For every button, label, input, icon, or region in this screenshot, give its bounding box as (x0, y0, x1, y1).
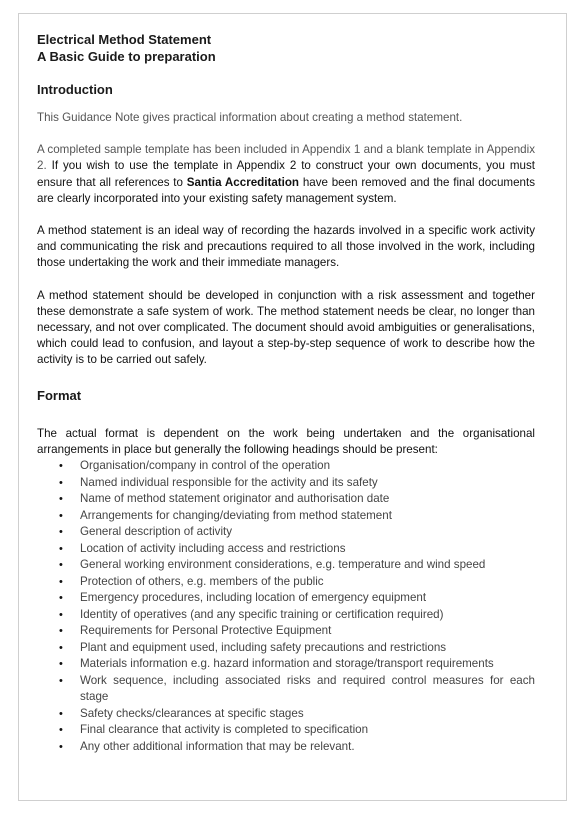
bullet-icon: • (59, 724, 63, 737)
list-item (55, 722, 535, 739)
document-page (18, 13, 567, 801)
intro-paragraph-1: This Guidance Note gives practical information about creating a method statement. (37, 111, 463, 124)
list-item-text: Final clearance that activity is completed to specification (80, 723, 369, 737)
list-item-text: General working environment considerations, e.g. temperature and wind speed (80, 558, 486, 572)
bullet-icon: • (59, 674, 63, 687)
list-item (55, 557, 535, 574)
document-content (37, 31, 535, 755)
list-item-text: Any other additional information that may be relevant. (80, 739, 355, 753)
intro-paragraph-2-part-a: A completed sample template has been included in Appendix 1 and a blank template in Appendix 2. (37, 143, 535, 173)
santia-accreditation-text: Santia Accreditation (186, 175, 300, 189)
format-paragraph-1: The actual format is dependent on the work being undertaken and the organisational arrangements in place but generally the following headings should be present: (37, 426, 535, 456)
format-heading: Format (37, 387, 82, 403)
list-item-text: Materials information e.g. hazard information and storage/transport requirements (80, 657, 494, 671)
bullet-icon: • (59, 575, 63, 588)
bullet-icon: • (59, 509, 63, 522)
list-item (55, 673, 535, 706)
list-item-text: Requirements for Personal Protective Equipment (80, 624, 332, 638)
format-headings-list (37, 458, 535, 755)
intro-paragraph-2 (37, 142, 535, 207)
list-item-text: Named individual responsible for the activity and its safety (80, 475, 378, 489)
list-item (55, 491, 535, 508)
list-item-text: Arrangements for changing/deviating from method statement (80, 508, 392, 522)
list-item (55, 607, 535, 624)
list-item (55, 458, 535, 475)
bullet-icon: • (59, 559, 63, 572)
list-item (55, 656, 535, 673)
bullet-icon: • (59, 707, 63, 720)
document-title: Electrical Method Statement (37, 32, 212, 47)
list-item (55, 541, 535, 558)
list-item (55, 706, 535, 723)
list-item-text: Emergency procedures, including location of emergency equipment (80, 591, 427, 605)
bullet-icon: • (59, 476, 63, 489)
list-item-text: Organisation/company in control of the operation (80, 459, 331, 473)
list-item (55, 475, 535, 492)
list-item (55, 574, 535, 591)
document-subtitle: A Basic Guide to preparation (37, 49, 216, 64)
list-item-text: Safety checks/clearances at specific stages (80, 706, 304, 720)
list-item-text: Plant and equipment used, including safety precautions and restrictions (80, 640, 447, 654)
list-item-text: Identity of operatives (and any specific training or certification required) (80, 607, 444, 621)
list-item-text: Work sequence, including associated risks and required control measures for each stage (80, 673, 535, 704)
intro-paragraph-4: A method statement should be developed in conjunction with a risk assessment and together these demonstrate a safe system of work. The method statement needs be clear, no longer than necessary, and not over complicated. The document should avoid ambiguities or generalisations, which could lead to confusion, and layout a step-by-step sequence of work to describe how the activity is to be carried out safely. (37, 288, 535, 367)
bullet-icon: • (59, 493, 63, 506)
bullet-icon: • (59, 625, 63, 638)
intro-paragraph-2-part-b: If you wish to use the template in Appendix 2 to construct your own documents, you must ensure that all references to (37, 159, 535, 189)
intro-paragraph-3: A method statement is an ideal way of recording the hazards involved in a specific work activity and communicating the risk and precautions required to all those involved in the work, including those undertaking the work and their immediate managers. (37, 224, 535, 270)
bullet-icon: • (59, 608, 63, 621)
bullet-icon: • (59, 526, 63, 539)
list-item (55, 739, 535, 756)
bullet-icon: • (59, 592, 63, 605)
intro-paragraph-2-part-c: have been removed and the final documents are clearly incorporated into your existing safety management system. (37, 175, 536, 205)
bullet-icon: • (59, 641, 63, 654)
list-item (55, 508, 535, 525)
list-item-text: Name of method statement originator and authorisation date (80, 492, 390, 506)
bullet-icon: • (59, 542, 63, 555)
list-item-text: Location of activity including access and restrictions (80, 541, 346, 555)
list-item (55, 623, 535, 640)
bullet-icon: • (59, 740, 63, 753)
list-item (55, 590, 535, 607)
bullet-icon: • (59, 658, 63, 671)
introduction-heading: Introduction (37, 82, 113, 97)
bullet-icon: • (59, 460, 63, 473)
list-item (55, 524, 535, 541)
list-item-text: General description of activity (80, 525, 233, 539)
list-item (55, 640, 535, 657)
list-item-text: Protection of others, e.g. members of the public (80, 574, 324, 588)
